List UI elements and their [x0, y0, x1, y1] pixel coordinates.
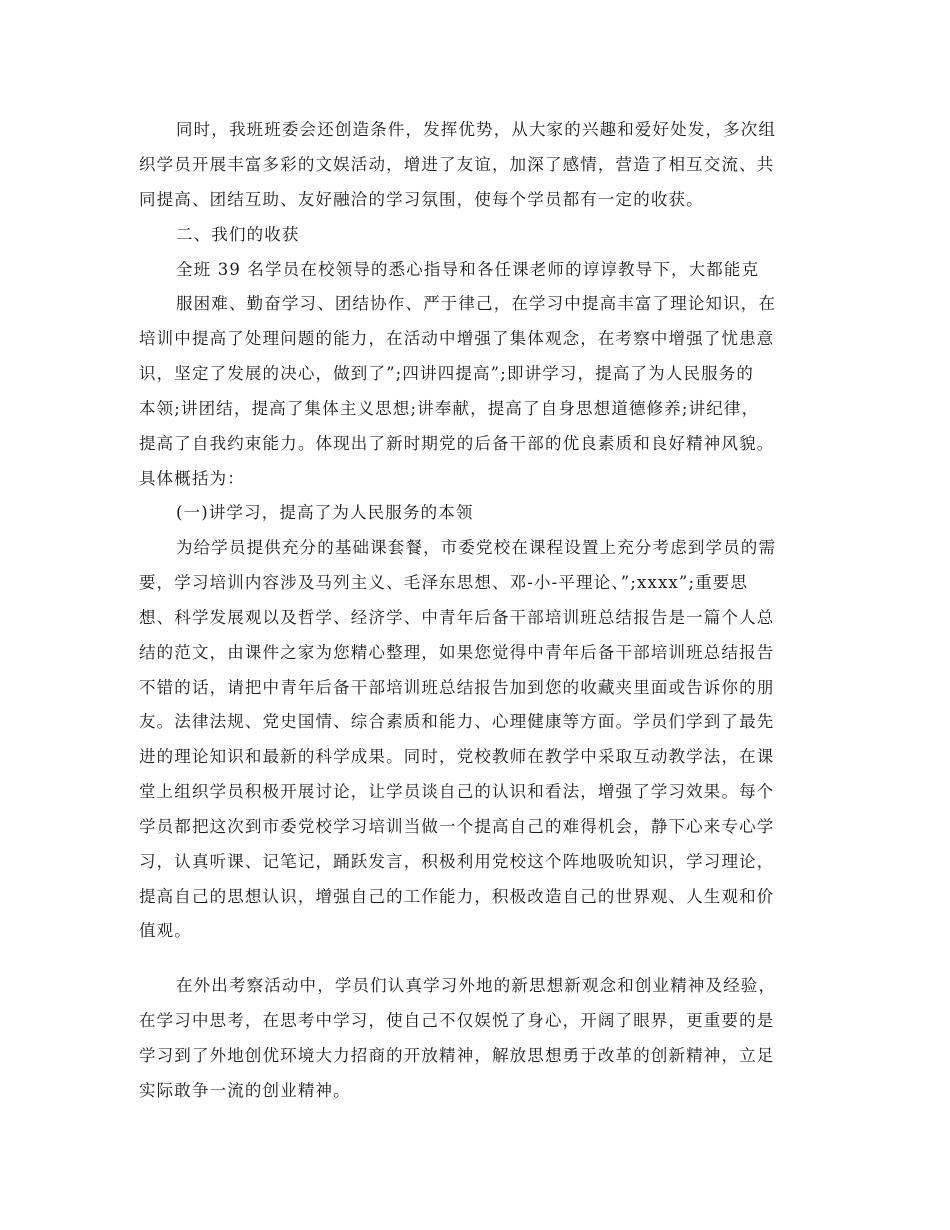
subsection-heading: (一)讲学习，提高了为人民服务的本领 — [176, 503, 474, 522]
text-line: 提高自己的思想认识，增强自己的工作能力，积极改造自己的世界观、人生观和价 — [139, 887, 775, 906]
text-line: 友。法律法规、党史国情、综合素质和能力、心理健康等方面。学员们学到了最先 — [139, 712, 775, 731]
text-line: 培训中提高了处理问题的能力，在活动中增强了集体观念，在考察中增强了忧患意 — [139, 329, 775, 348]
text-line: 结的范文，由课件之家为您精心整理，如果您觉得中青年后备干部培训班总结报告 — [139, 643, 775, 662]
section-heading: 二、我们的收获 — [176, 225, 300, 244]
text-line: 为给学员提供充分的基础课套餐，市委党校在课程设置上充分考虑到学员的需 — [176, 538, 777, 557]
text-line: 织学员开展丰富多彩的文娱活动，增进了友谊，加深了感情，营造了相互交流、共 — [139, 155, 775, 174]
text-line: 习，认真听课、记笔记，踊跃发言，积极利用党校这个阵地吸吮知识，学习理论， — [139, 852, 775, 871]
text-line: 学员都把这次到市委党校学习培训当做一个提高自己的难得机会，静下心来专心学 — [139, 817, 775, 836]
text-line: 进的理论知识和最新的科学成果。同时，党校教师在教学中采取互动教学法，在课 — [139, 747, 775, 766]
text-line: 识，坚定了发展的决心，做到了”;四讲四提高”;即讲学习，提高了为人民服务的 — [139, 364, 755, 383]
text-line: 提高了自我约束能力。体现出了新时期党的后备干部的优良素质和良好精神风貌。 — [139, 434, 775, 453]
text-line: 本领;讲团结，提高了集体主义思想;讲奉献，提高了自身思想道德修养;讲纪律， — [139, 399, 760, 418]
text-line: 学习到了外地创优环境大力招商的开放精神，解放思想勇于改革的创新精神，立足 — [139, 1046, 775, 1065]
text-line: 同时，我班班委会还创造条件，发挥优势，从大家的兴趣和爱好处发，多次组 — [176, 120, 777, 139]
text-line: 在外出考察活动中，学员们认真学习外地的新思想新观念和创业精神及经验， — [176, 976, 777, 995]
text-line: 在学习中思考，在思考中学习，使自己不仅娱悦了身心，开阔了眼界，更重要的是 — [139, 1011, 775, 1030]
text-line: 同提高、团结互助、友好融洽的学习氛围，使每个学员都有一定的收获。 — [139, 190, 704, 209]
text-line: 具体概括为： — [139, 469, 245, 488]
text-line: 想、科学发展观以及哲学、经济学、中青年后备干部培训班总结报告是一篇个人总 — [139, 608, 775, 627]
text-line: 服困难、勤奋学习、团结协作、严于律己，在学习中提高丰富了理论知识，在 — [176, 294, 777, 313]
text-line: 全班 39 名学员在校领导的悉心指导和各任课老师的谆谆教导下，大都能克 — [176, 260, 760, 279]
text-line: 要，学习培训内容涉及马列主义、毛泽东思想、邓-小-平理论、”;xxxx”;重要思 — [139, 573, 749, 592]
text-line: 值观。 — [139, 921, 192, 940]
text-line: 堂上组织学员积极开展讨论，让学员谈自己的认识和看法，增强了学习效果。每个 — [139, 782, 775, 801]
text-line: 不错的话，请把中青年后备干部培训班总结报告加到您的收藏夹里面或告诉你的朋 — [139, 678, 775, 697]
text-line: 实际敢争一流的创业精神。 — [139, 1081, 351, 1100]
